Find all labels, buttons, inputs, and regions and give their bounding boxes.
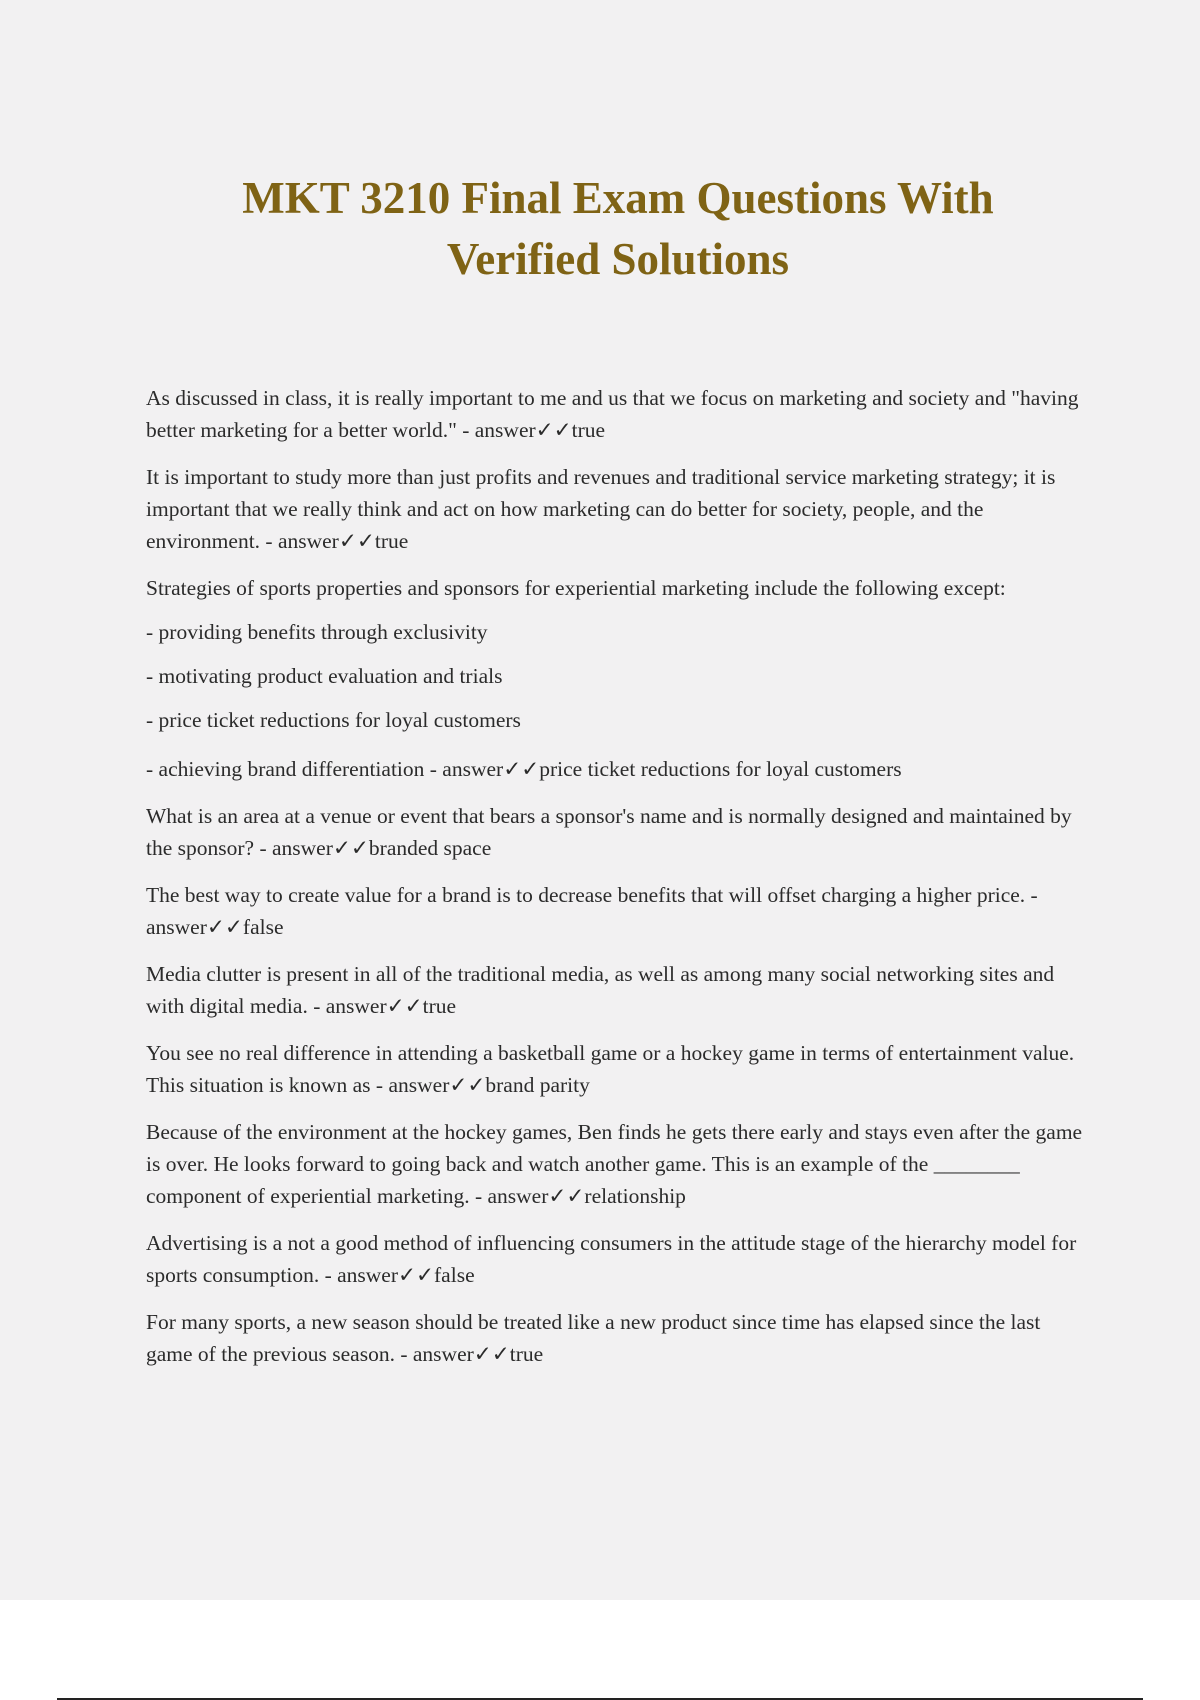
question-list (146, 382, 1086, 1385)
answer-option: - motivating product evaluation and trials (146, 664, 503, 688)
document-title (0, 168, 1200, 290)
question-paragraph: You see no real difference in attending a basketball game or a hockey game in terms of entertainment value. This situation is known as - answer✓✓brand parity (146, 1041, 1075, 1097)
answer-option: - achieving brand differentiation - answer✓✓price ticket reductions for loyal customers (146, 757, 902, 781)
question-paragraph: Media clutter is present in all of the traditional media, as well as among many social networking sites and with digital media. - answer✓✓true (146, 962, 1055, 1018)
question-paragraph: As discussed in class, it is really important to me and us that we focus on marketing and society and "having better marketing for a better world." - answer✓✓true (146, 386, 1079, 442)
question-paragraph: It is important to study more than just profits and revenues and traditional service marketing strategy; it is important that we really think and act on how marketing can do better for society, people, and the environment. - answer✓✓true (146, 465, 1056, 553)
question-paragraph: Advertising is a not a good method of influencing consumers in the attitude stage of the hierarchy model for sports consumption. - answer✓✓false (146, 1231, 1077, 1287)
question-paragraph: What is an area at a venue or event that bears a sponsor's name and is normally designed and maintained by the sponsor? - answer✓✓branded space (146, 804, 1072, 860)
question-paragraph: The best way to create value for a brand is to decrease benefits that will offset charging a higher price. - answer✓✓false (146, 883, 1038, 939)
title-line-1: MKT 3210 Final Exam Questions With (242, 173, 994, 223)
answer-option: - providing benefits through exclusivity (146, 620, 488, 644)
title-line-2: Verified Solutions (446, 234, 790, 284)
question-paragraph: Because of the environment at the hockey games, Ben finds he gets there early and stays even after the game is over. He looks forward to going back and watch another game. This is an example of the ________ component of experiential marketing. - answer✓✓relationship (146, 1120, 1083, 1208)
question-paragraph: Strategies of sports properties and sponsors for experiential marketing include the following except: (146, 576, 1006, 600)
answer-option: - price ticket reductions for loyal customers (146, 708, 521, 732)
question-paragraph: For many sports, a new season should be treated like a new product since time has elapsed since the last game of the previous season. - answer✓✓true (146, 1310, 1041, 1366)
